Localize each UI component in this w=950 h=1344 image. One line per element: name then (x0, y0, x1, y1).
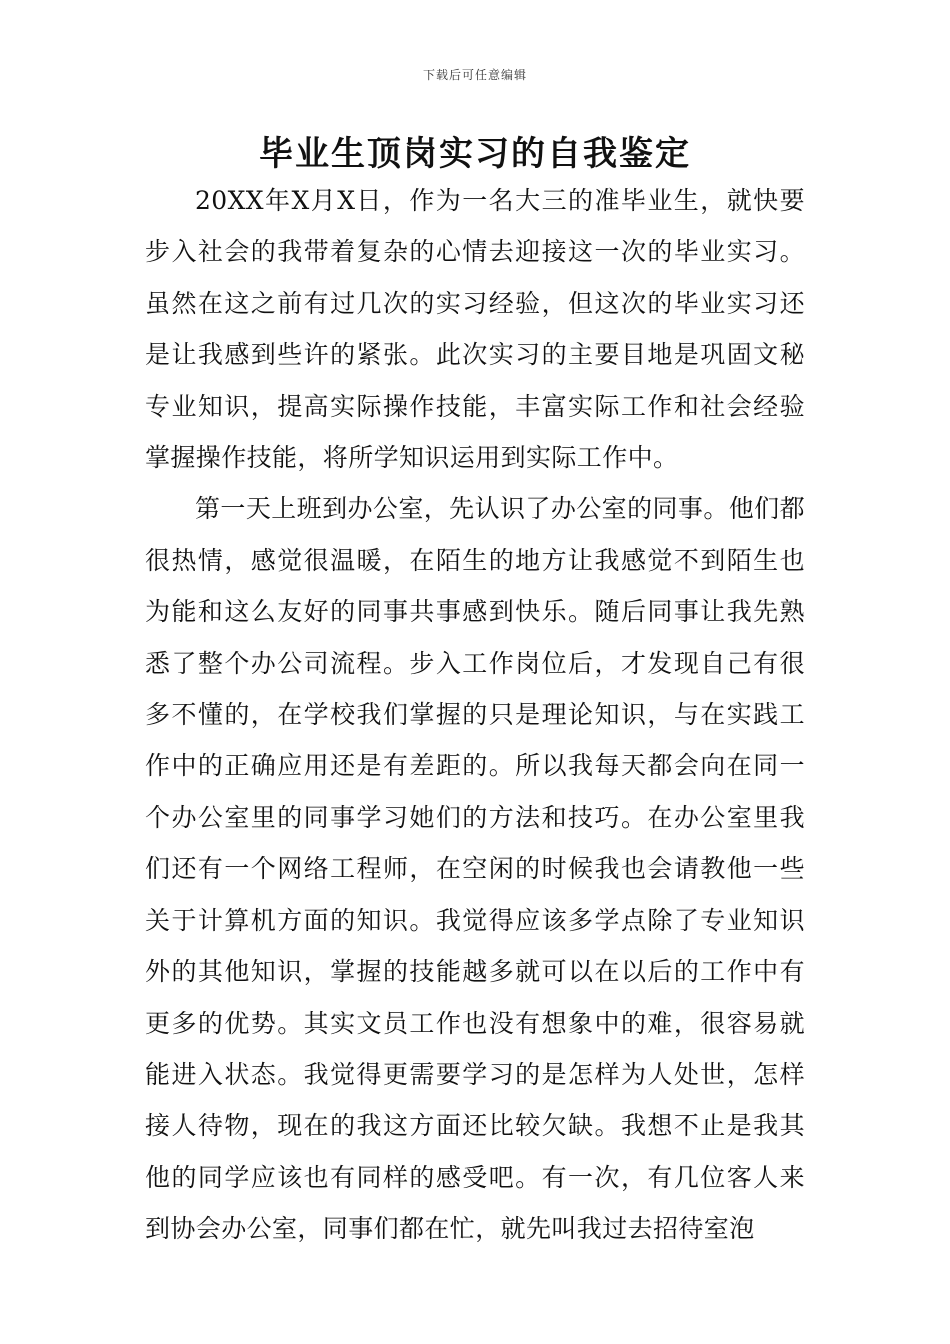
paragraph-2: 第一天上班到办公室，先认识了办公室的同事。他们都很热情，感觉很温暖，在陌生的地方让我感觉不到陌生也为能和这么友好的同事共事感到快乐。随后同事让我先熟悉了整个办公司流程。步入工作岗位后，才发现自己有很多不懂的，在学校我们掌握的只是理论知识，与在实践工作中的正确应用还是有差距的。所以我每天都会向在同一个办公室里的同事学习她们的方法和技巧。在办公室里我们还有一个网络工程师，在空闲的时候我也会请教他一些关于计算机方面的知识。我觉得应该多学点除了专业知识外的其他知识，掌握的技能越多就可以在以后的工作中有更多的优势。其实文员工作也没有想象中的难，很容易就能进入状态。我觉得更需要学习的是怎样为人处世，怎样接人待物，现在的我这方面还比较欠缺。我想不止是我其他的同学应该也有同样的感受吧。有一次，有几位客人来到协会办公室，同事们都在忙，就先叫我过去招待室泡 (145, 494, 805, 1244)
paragraph-1: 20XX年X月X日，作为一名大三的准毕业生，就快要步入社会的我带着复杂的心情去迎接这一次的毕业实习。虽然在这之前有过几次的实习经验，但这次的毕业实习还是让我感到些许的紧张。此次实习的主要目地是巩固文秘专业知识，提高实际操作技能，丰富实际工作和社会经验掌握操作技能，将所学知识运用到实际工作中。 (145, 186, 805, 473)
header-note: 下载后可任意编辑 (422, 68, 527, 82)
document-body (145, 175, 805, 1255)
document-title: 毕业生顶岗实习的自我鉴定 (259, 134, 691, 174)
